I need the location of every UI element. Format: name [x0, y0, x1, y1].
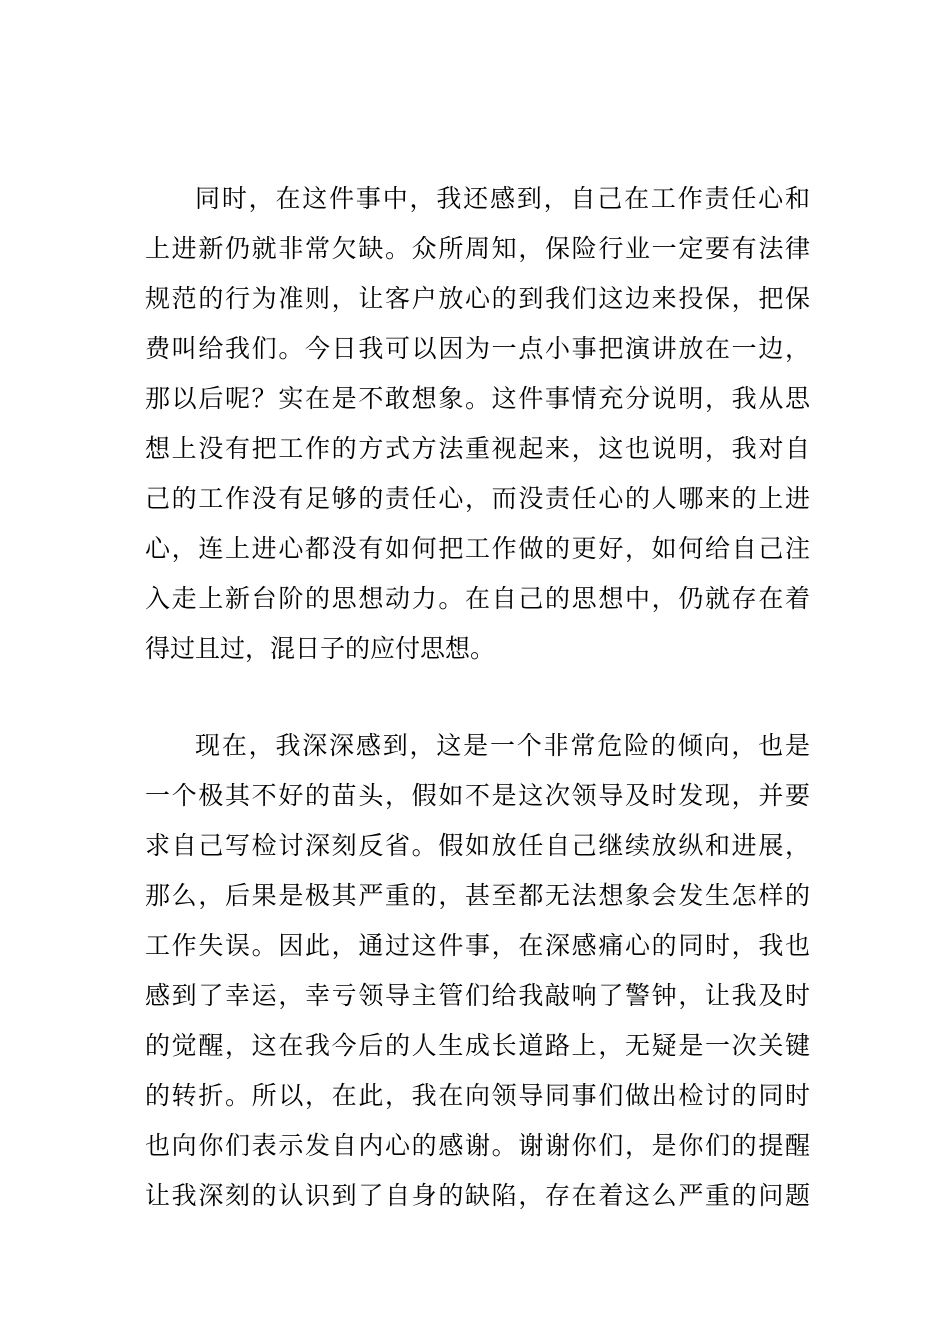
- text-line: 感到了幸运，幸亏领导主管们给我敲响了警钟，让我及时: [145, 981, 810, 1010]
- text-line: 得过且过，混日子的应付思想。: [145, 634, 496, 663]
- text-line: 工作失误。因此，通过这件事，在深感痛心的同时，我也: [145, 931, 810, 960]
- text-line: 的转折。所以，在此，我在向领导同事们做出检讨的同时: [145, 1081, 810, 1110]
- text-line: 己的工作没有足够的责任心，而没责任心的人哪来的上进: [145, 484, 810, 513]
- text-line: 上进新仍就非常欠缺。众所周知，保险行业一定要有法律: [145, 234, 810, 263]
- text-line: 费叫给我们。今日我可以因为一点小事把演讲放在一边，: [145, 334, 810, 363]
- text-line: 一个极其不好的苗头，假如不是这次领导及时发现，并要: [145, 781, 810, 810]
- text-line: 心，连上进心都没有如何把工作做的更好，如何给自己注: [145, 534, 810, 563]
- text-line: 想上没有把工作的方式方法重视起来，这也说明，我对自: [145, 434, 810, 463]
- text-line: 那么，后果是极其严重的，甚至都无法想象会发生怎样的: [145, 881, 810, 910]
- text-line: 求自己写检讨深刻反省。假如放任自己继续放纵和进展，: [145, 831, 810, 860]
- text-line: 那以后呢？实在是不敢想象。这件事情充分说明，我从思: [145, 384, 810, 413]
- text-line: 也向你们表示发自内心的感谢。谢谢你们，是你们的提醒: [145, 1131, 810, 1160]
- text-line: 入走上新台阶的思想动力。在自己的思想中，仍就存在着: [145, 584, 810, 613]
- text-line: 现在，我深深感到，这是一个非常危险的倾向，也是: [195, 731, 810, 760]
- text-line: 让我深刻的认识到了自身的缺陷，存在着这么严重的问题: [145, 1181, 810, 1210]
- text-line: 同时，在这件事中，我还感到，自己在工作责任心和: [195, 184, 810, 213]
- text-line: 的觉醒，这在我今后的人生成长道路上，无疑是一次关键: [145, 1031, 810, 1060]
- text-line: 规范的行为准则，让客户放心的到我们这边来投保，把保: [145, 284, 810, 313]
